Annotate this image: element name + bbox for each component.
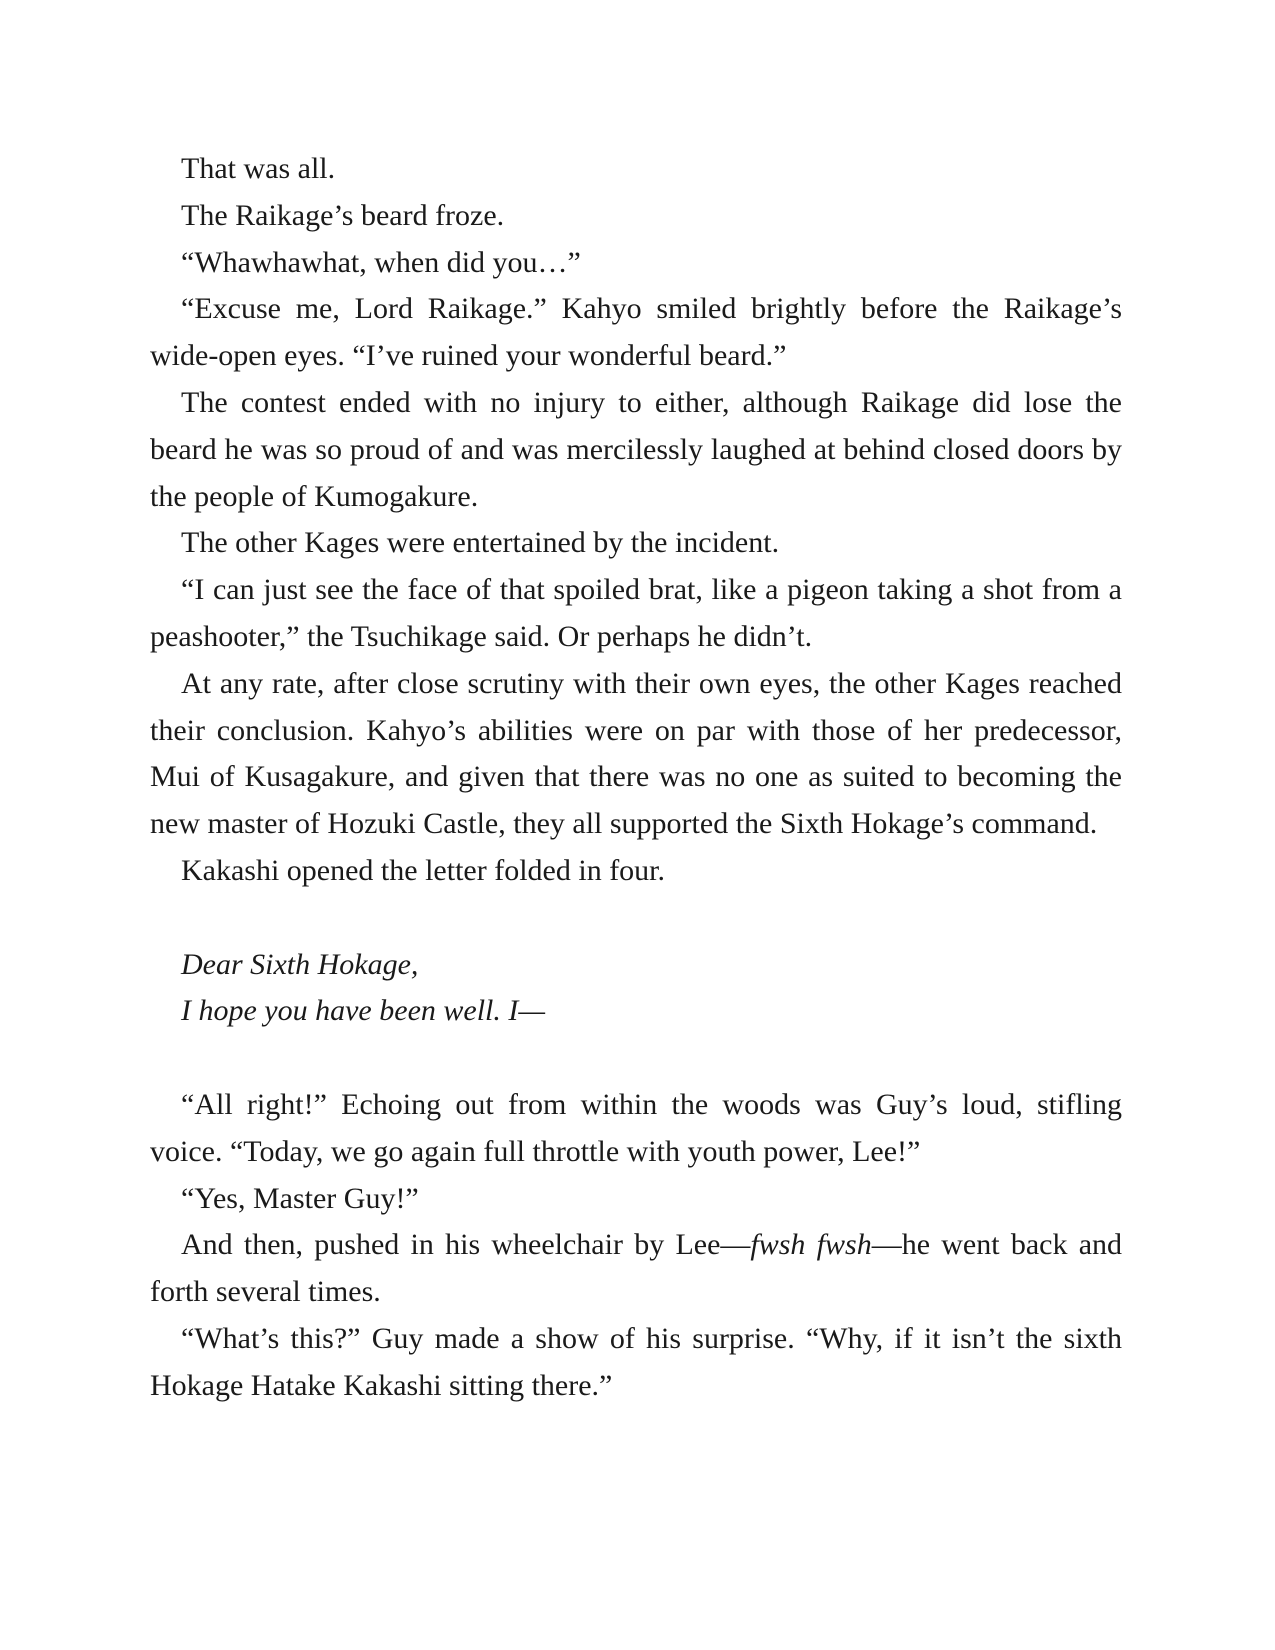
- text-run: And then, pushed in his wheelchair by Lee—: [181, 1228, 751, 1262]
- paragraph: “Excuse me, Lord Raikage.” Kahyo smiled brightly before the Raikage’s wide-open eyes. “I’ve ruined your wonderful beard.”: [150, 292, 1122, 373]
- section-break: [150, 895, 1122, 942]
- paragraph: “I can just see the face of that spoiled brat, like a pigeon taking a shot from a peashooter,” the Tsuchikage said. Or perhaps he didn’t.: [150, 573, 1122, 653]
- text-run: —he went back and forth several times.: [150, 1228, 1123, 1309]
- letter-salutation: Dear Sixth Hokage,: [181, 947, 419, 981]
- paragraph: That was all.: [181, 152, 336, 185]
- section-break: [150, 1035, 1122, 1082]
- paragraph: “What’s this?” Guy made a show of his surprise. “Why, if it isn’t the sixth Hokage Hatake Kakashi sitting there.”: [150, 1321, 1122, 1402]
- sound-effect: fwsh fwsh: [750, 1228, 872, 1262]
- paragraph: “Yes, Master Guy!”: [181, 1181, 419, 1215]
- paragraph: At any rate, after close scrutiny with their own eyes, the other Kages reached their conclusion. Kahyo’s abilities were on par with those of her predecessor, Mui of Kusagakure, and given that there was no one as suited to becoming the new master of Hozuki Castle, they all supported the Sixth Hokage’s command.: [150, 666, 1122, 841]
- page-body: [150, 146, 1122, 1410]
- paragraph: The Raikage’s beard froze.: [181, 198, 505, 232]
- paragraph: Kakashi opened the letter folded in four.: [181, 853, 666, 887]
- paragraph: “All right!” Echoing out from within the woods was Guy’s loud, stifling voice. “Today, we go again full throttle with youth power, Lee!”: [150, 1087, 1122, 1168]
- paragraph: “Whawhawhat, when did you…”: [181, 245, 581, 279]
- paragraph: The contest ended with no injury to either, although Raikage did lose the beard he was so proud of and was mercilessly laughed at behind closed doors by the people of Kumogakure.: [150, 385, 1122, 513]
- letter-line: I hope you have been well. I—: [181, 994, 546, 1028]
- paragraph: The other Kages were entertained by the incident.: [181, 526, 780, 560]
- paragraph-wheelchair: [150, 1222, 1122, 1316]
